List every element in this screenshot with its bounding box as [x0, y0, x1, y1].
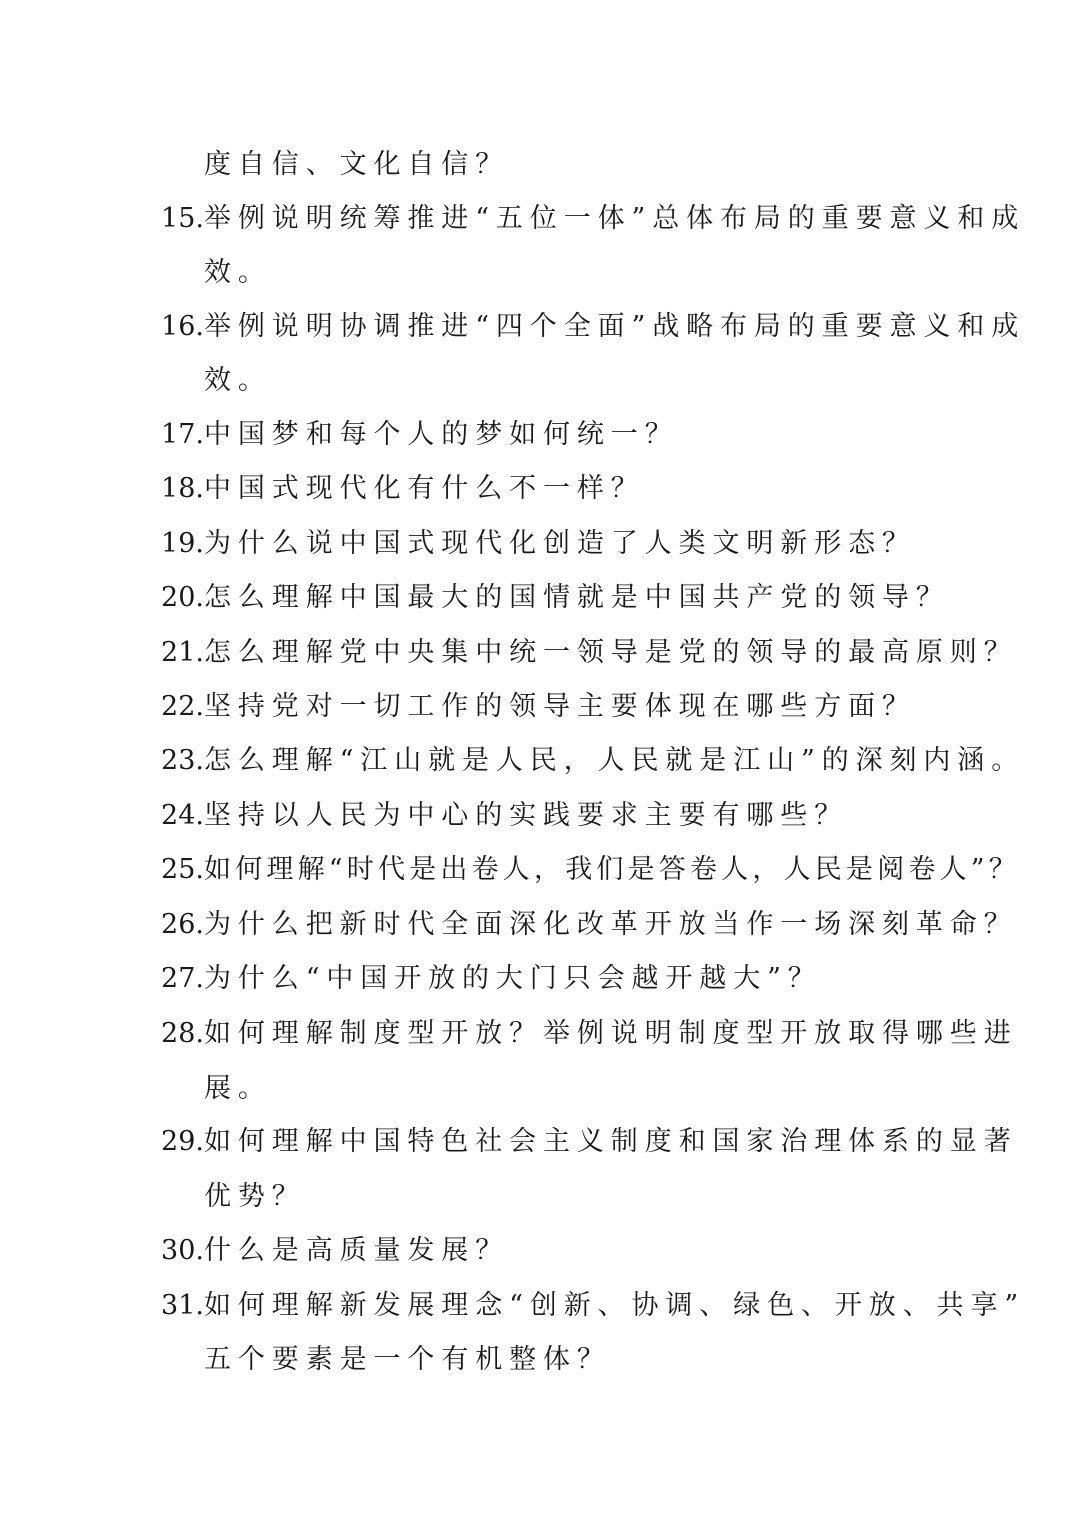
question-number: 29. [161, 1126, 204, 1157]
question-20 [0, 571, 1080, 625]
question-27 [0, 952, 1080, 1006]
question-text: 中国梦和每个人的梦如何统一？ [204, 419, 679, 450]
question-text: 怎么理解“江山就是人民，人民就是江山”的深刻内涵。 [204, 745, 1026, 776]
question-text: 中国式现代化有什么不一样？ [204, 473, 645, 504]
question-23 [0, 734, 1080, 788]
question-number: 20. [161, 582, 204, 613]
question-24 [0, 789, 1080, 843]
question-text: 坚持以人民为中心的实践要求主要有哪些？ [204, 800, 849, 831]
question-number: 27. [161, 963, 204, 994]
question-19 [0, 517, 1080, 571]
question-number: 22. [161, 691, 204, 722]
line-text: 展。 [204, 1073, 272, 1104]
question-continuation-line [0, 1062, 1080, 1116]
question-number: 30. [161, 1235, 204, 1266]
line-text: 效。 [204, 365, 272, 396]
question-text: 如何理解“时代是出卷人，我们是答卷人，人民是阅卷人”？ [204, 854, 1021, 885]
question-number: 19. [161, 528, 204, 559]
question-21 [0, 626, 1080, 680]
question-number: 25. [161, 854, 204, 885]
question-text: 为什么说中国式现代化创造了人类文明新形态？ [204, 528, 916, 559]
question-number: 15. [161, 203, 204, 234]
question-continuation-line [0, 246, 1080, 300]
question-continuation-line [0, 1333, 1080, 1387]
question-text: 怎么理解中国最大的国情就是中国共产党的领导？ [204, 582, 950, 613]
question-text: 如何理解制度型开放？举例说明制度型开放取得哪些进 [204, 1018, 1018, 1049]
question-17 [0, 408, 1080, 462]
question-number: 16. [161, 311, 204, 342]
question-28 [0, 1007, 1080, 1061]
question-text: 举例说明统筹推进“五位一体”总体布局的重要意义和成 [204, 203, 1026, 234]
question-number: 18. [161, 473, 204, 504]
question-26 [0, 898, 1080, 952]
question-31 [0, 1279, 1080, 1333]
line-text: 度自信、文化自信？ [204, 149, 510, 180]
question-text: 怎么理解党中央集中统一领导是党的领导的最高原则？ [204, 637, 1018, 668]
line-text: 效。 [204, 257, 272, 288]
question-29 [0, 1115, 1080, 1169]
line-text: 五个要素是一个有机整体？ [204, 1344, 611, 1375]
question-number: 21. [161, 637, 204, 668]
question-number: 31. [161, 1290, 204, 1321]
question-text: 为什么把新时代全面深化改革开放当作一场深刻革命？ [204, 909, 1018, 940]
question-22 [0, 680, 1080, 734]
question-text: 如何理解中国特色社会主义制度和国家治理体系的显著 [204, 1126, 1018, 1157]
question-text: 如何理解新发展理念“创新、协调、绿色、开放、共享” [204, 1290, 1026, 1321]
question-text: 举例说明协调推进“四个全面”战略布局的重要意义和成 [204, 311, 1026, 342]
question-number: 28. [161, 1018, 204, 1049]
question-18 [0, 462, 1080, 516]
question-text: 坚持党对一切工作的领导主要体现在哪些方面？ [204, 691, 916, 722]
question-continuation-line [0, 354, 1080, 408]
question-15 [0, 192, 1080, 246]
question-text: 为什么“中国开放的大门只会越开越大”？ [204, 963, 822, 994]
question-number: 23. [161, 745, 204, 776]
question-30 [0, 1224, 1080, 1278]
question-continuation-line [0, 1170, 1080, 1224]
question-continuation-line [0, 138, 1080, 192]
question-number: 26. [161, 909, 204, 940]
question-number: 24. [161, 800, 204, 831]
question-25 [0, 843, 1080, 897]
question-text: 什么是高质量发展？ [204, 1235, 510, 1266]
question-16 [0, 300, 1080, 354]
line-text: 优势？ [204, 1181, 306, 1212]
question-number: 17. [161, 419, 204, 450]
